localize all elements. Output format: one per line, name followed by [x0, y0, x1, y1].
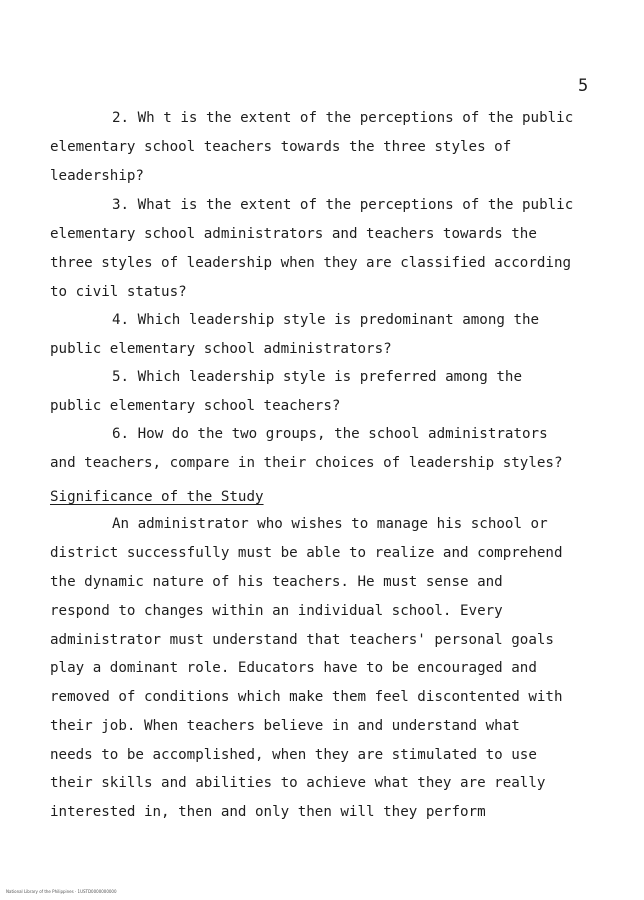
paragraph-line-2: district successfully must be able to realize and comprehend [50, 545, 563, 561]
paragraph-line-8: their job. When teachers believe in and understand what [50, 718, 520, 734]
question-4-line-2: public elementary school administrators? [50, 341, 392, 357]
question-5-line-1: 5. Which leadership style is preferred among the [112, 369, 522, 385]
question-6-line-1: 6. How do the two groups, the school administrators [112, 426, 548, 442]
paragraph-line-3: the dynamic nature of his teachers. He must sense and [50, 574, 503, 590]
question-5-line-2: public elementary school teachers? [50, 398, 341, 414]
question-4-line-1: 4. Which leadership style is predominant among the [112, 312, 540, 328]
paragraph-line-10: their skills and abilities to achieve what they are really [50, 775, 546, 791]
question-3-line-4: to civil status? [50, 284, 187, 300]
paragraph-line-5: administrator must understand that teachers' personal goals [50, 632, 554, 648]
paragraph-line-1: An administrator who wishes to manage his school or [112, 516, 548, 532]
question-6-line-2: and teachers, compare in their choices of leadership styles? [50, 455, 563, 471]
question-3-line-3: three styles of leadership when they are classified according [50, 255, 572, 271]
section-heading: Significance of the Study [50, 489, 264, 505]
question-3-line-1: 3. What is the extent of the perceptions of the public [112, 197, 574, 213]
question-3-line-2: elementary school administrators and teachers towards the [50, 226, 537, 242]
paragraph-line-4: respond to changes within an individual school. Every [50, 603, 503, 619]
paragraph-line-11: interested in, then and only then will they perform [50, 804, 486, 820]
paragraph-line-9: needs to be accomplished, when they are stimulated to use [50, 747, 537, 763]
question-2-line-1: 2. Wh t is the extent of the perceptions of the public [112, 110, 574, 126]
archive-stamp: National Library of the Philippines · 1USTD0000000000 [6, 889, 117, 894]
paragraph-line-6: play a dominant role. Educators have to be encouraged and [50, 660, 537, 676]
paragraph-line-7: removed of conditions which make them feel discontented with [50, 689, 563, 705]
page-number: 5 [578, 76, 589, 96]
question-2-line-3: leadership? [50, 168, 144, 184]
question-2-line-2: elementary school teachers towards the three styles of [50, 139, 512, 155]
